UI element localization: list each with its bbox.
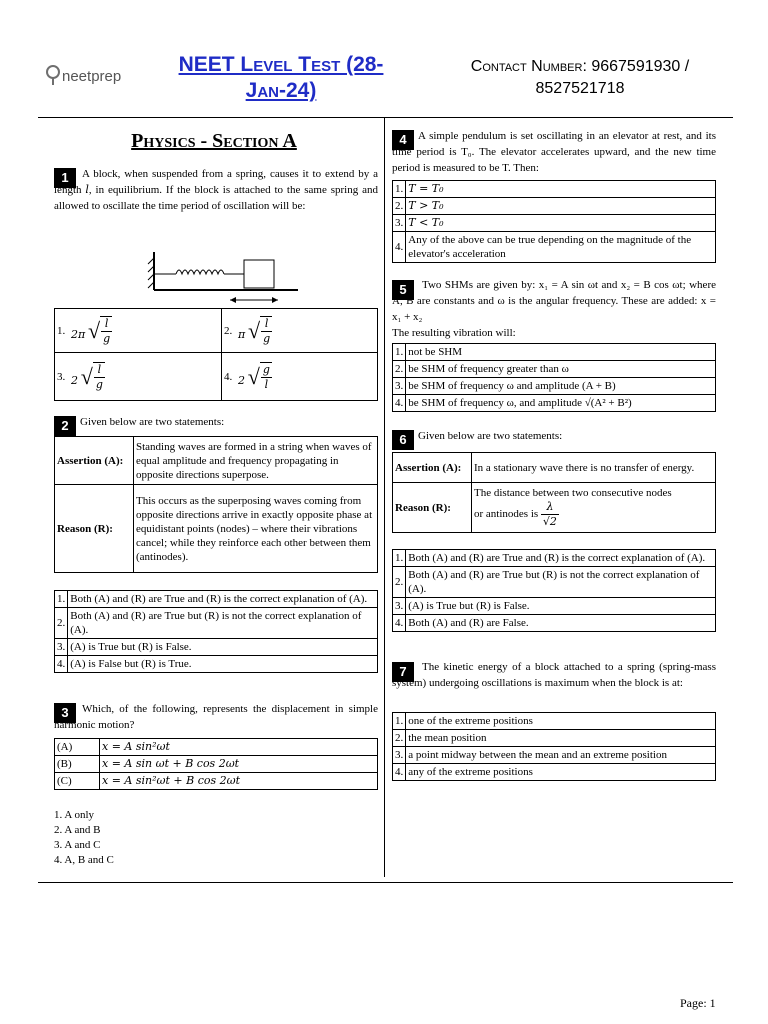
q2-statements-table <box>54 436 378 573</box>
q2-option-2-label: 2. <box>55 608 68 639</box>
question-7-text: The kinetic energy of a block attached to a spring (spring-mass system) undergoing oscillations is maximum when the block is at: <box>392 661 716 689</box>
q3-expressions-table <box>54 738 378 790</box>
q6-reason-pre: The distance between two consecutive nodes <box>474 487 672 499</box>
q1-var-l: l <box>85 183 89 196</box>
q3-row-a-label: (A) <box>55 739 100 756</box>
question-number-3: 3 <box>54 703 76 723</box>
spring-block-diagram <box>140 250 300 310</box>
q1-option-2-den: g <box>263 331 271 345</box>
q6-option-1-label: 1. <box>393 550 406 567</box>
neetprep-logo-icon <box>42 64 64 86</box>
q2-option-3-label: 3. <box>55 639 68 656</box>
q5-option-1-label: 1. <box>393 344 406 361</box>
question-number-4: 4 <box>392 130 414 150</box>
q5-option-2[interactable]: be SHM of frequency greater than ω <box>406 361 716 378</box>
question-number-6: 6 <box>392 430 414 450</box>
q2-option-3[interactable]: (A) is True but (R) is False. <box>68 639 378 656</box>
q1-option-4-label: 4. <box>222 353 237 401</box>
q1-option-1[interactable]: 2π √ $\frac{l}{g}$ <box>69 309 222 353</box>
q3-option-1[interactable]: 1. A only <box>54 809 95 821</box>
test-title-line2: Jan-24) <box>245 79 317 102</box>
q3-row-c-expr: x = A sin²ωt + B cos 2ωt <box>100 773 378 790</box>
page-number: Page: 1 <box>680 996 716 1010</box>
q6-options-table <box>392 549 716 632</box>
q5-option-4-label: 4. <box>393 395 406 412</box>
q1-option-4-num: g <box>262 362 270 376</box>
q2-option-2[interactable]: Both (A) and (R) are True but (R) is not the correct explanation of (A). <box>68 608 378 639</box>
contact-line1: Contact Number: 9667591930 / <box>470 58 690 75</box>
header-divider <box>38 117 733 118</box>
q7-option-1-label: 1. <box>393 713 406 730</box>
q6-reason-post: or antinodes is <box>474 508 539 521</box>
contact-line2: 8527521718 <box>535 80 625 97</box>
q2-reason-text: This occurs as the superposing waves coming from opposite directions arrive in exactly opposite phase at equidistant points (nodes) – where their vibrations cancel; while they reinforce each other between them (antinodes). <box>134 485 378 573</box>
q1-option-4-coef: 2 <box>238 373 245 387</box>
section-title: Physics - Section A <box>131 130 297 152</box>
q6-option-3-label: 3. <box>393 598 406 615</box>
question-number-1: 1 <box>54 168 76 188</box>
q6-assertion-text: In a stationary wave there is no transfer of energy. <box>472 453 716 483</box>
q5-option-3-label: 3. <box>393 378 406 395</box>
q7-option-3[interactable]: a point midway between the mean and an extreme position <box>406 747 716 764</box>
q4-option-4[interactable]: Any of the above can be true depending on the magnitude of the elevator's acceleration <box>406 232 716 263</box>
q2-options-table <box>54 590 378 673</box>
q7-option-1[interactable]: one of the extreme positions <box>406 713 716 730</box>
q6-option-4-label: 4. <box>393 615 406 632</box>
q6-reason-den: √2 <box>542 515 557 528</box>
q2-option-4-label: 4. <box>55 656 68 673</box>
question-number-7: 7 <box>392 662 414 682</box>
q1-option-3-den: g <box>95 377 103 391</box>
q2-option-4[interactable]: (A) is False but (R) is True. <box>68 656 378 673</box>
q7-option-2[interactable]: the mean position <box>406 730 716 747</box>
q4-option-3[interactable]: T < T₀ <box>406 215 716 232</box>
question-1-text <box>54 166 378 214</box>
q6-option-2-label: 2. <box>393 567 406 598</box>
q4-option-2-label: 2. <box>393 198 406 215</box>
q5-option-4[interactable]: be SHM of frequency ω, and amplitude √(A² + B²) <box>406 395 716 412</box>
q6-reason-text <box>472 483 716 533</box>
q1-option-2-coef: π <box>238 327 246 341</box>
q2-option-1-label: 1. <box>55 591 68 608</box>
q4-option-2[interactable]: T > T₀ <box>406 198 716 215</box>
q4-option-4-label: 4. <box>393 232 406 263</box>
q1-option-4[interactable]: 2 √ $\frac{g}{l}$ <box>236 353 378 401</box>
footer-divider <box>38 882 733 883</box>
q6-statements-table <box>392 452 716 533</box>
q3-row-b-label: (B) <box>55 756 100 773</box>
question-5-body2: The resulting vibration will: <box>392 327 516 339</box>
q1-option-3[interactable]: 2 √ $\frac{l}{g}$ <box>69 353 222 401</box>
q7-options-table <box>392 712 716 781</box>
q1-text-post: , in equilibrium. If the block is attached to the same spring and allowed to oscillate the time period of oscillation will be: <box>54 184 378 212</box>
q1-option-2-num: l <box>261 317 272 332</box>
q7-option-2-label: 2. <box>393 730 406 747</box>
q1-option-2[interactable]: π √ $\frac{l}{g}$ <box>236 309 378 353</box>
question-number-2: 2 <box>54 416 76 436</box>
q1-option-1-den: g <box>103 331 111 345</box>
q1-option-2-label: 2. <box>222 309 237 353</box>
q1-option-1-coef: 2π <box>71 327 86 341</box>
q5-option-1[interactable]: not be SHM <box>406 344 716 361</box>
question-number-5: 5 <box>392 280 414 300</box>
q3-option-3[interactable]: 3. A and C <box>54 839 101 851</box>
q6-reason-label: Reason (R): <box>393 483 472 533</box>
q7-option-3-label: 3. <box>393 747 406 764</box>
q4-options-table <box>392 180 716 263</box>
logo-text: neetprep <box>62 68 122 85</box>
question-3-text: Which, of the following, represents the displacement in simple harmonic motion? <box>54 703 378 731</box>
q4-option-1[interactable]: T = T₀ <box>406 181 716 198</box>
header <box>0 0 768 112</box>
question-5-body: Two SHMs are given by: x₁ = A sin ωt and x₂ = B cos ωt; where A, B are constants and ω is the angular frequency. These are added: x = x₁ + x₂ <box>392 279 716 323</box>
q5-options-table <box>392 343 716 412</box>
q3-row-a-expr: x = A sin²ωt <box>100 739 378 756</box>
q2-assertion-label: Assertion (A): <box>55 437 134 485</box>
q6-assertion-label: Assertion (A): <box>393 453 472 483</box>
q6-option-3[interactable]: (A) is True but (R) is False. <box>406 598 716 615</box>
q2-assertion-text: Standing waves are formed in a string when waves of equal amplitude and frequency propagating in opposite directions superpose. <box>134 437 378 485</box>
q2-option-1[interactable]: Both (A) and (R) are True and (R) is the correct explanation of (A). <box>68 591 378 608</box>
q1-option-4-den: l <box>264 377 269 391</box>
question-2-intro: Given below are two statements: <box>80 416 225 428</box>
q1-options-table <box>54 308 378 401</box>
q1-option-3-label: 3. <box>55 353 70 401</box>
q5-option-3[interactable]: be SHM of frequency ω and amplitude (A + B) <box>406 378 716 395</box>
q1-option-3-num: l <box>94 363 105 378</box>
q3-option-4[interactable]: 4. A, B and C <box>54 854 114 866</box>
q3-option-2[interactable]: 2. A and B <box>54 824 101 836</box>
question-4-text: A simple pendulum is set oscillating in an elevator at rest, and its time period is T₀. The elevator accelerates upward, and the new time period is measured to be T. Then: <box>392 130 716 174</box>
q6-option-4[interactable]: Both (A) and (R) are False. <box>406 615 716 632</box>
q1-option-1-label: 1. <box>55 309 70 353</box>
q6-reason-num: λ <box>541 500 559 515</box>
q7-option-4-label: 4. <box>393 764 406 781</box>
question-6-intro: Given below are two statements: <box>418 430 563 442</box>
q1-text-pre: A block, when suspended from a spring, causes it to extend by a length <box>54 168 378 196</box>
q3-row-b-expr: x = A sin ωt + B cos 2ωt <box>100 756 378 773</box>
q6-option-2[interactable]: Both (A) and (R) are True but (R) is not the correct explanation of (A). <box>406 567 716 598</box>
q4-option-1-label: 1. <box>393 181 406 198</box>
test-title[interactable] <box>150 52 412 104</box>
q3-options-list <box>54 808 114 868</box>
q7-option-4[interactable]: any of the extreme positions <box>406 764 716 781</box>
q2-reason-label: Reason (R): <box>55 485 134 573</box>
q5-option-2-label: 2. <box>393 361 406 378</box>
contact-number <box>430 56 730 100</box>
q3-row-c-label: (C) <box>55 773 100 790</box>
question-5-text <box>392 277 716 341</box>
q1-option-3-coef: 2 <box>71 373 78 387</box>
q1-option-1-num: l <box>101 317 112 332</box>
test-title-line1: NEET Level Test (28- <box>178 53 384 76</box>
q4-option-3-label: 3. <box>393 215 406 232</box>
q6-option-1[interactable]: Both (A) and (R) are True and (R) is the correct explanation of (A). <box>406 550 716 567</box>
column-divider <box>384 117 385 877</box>
